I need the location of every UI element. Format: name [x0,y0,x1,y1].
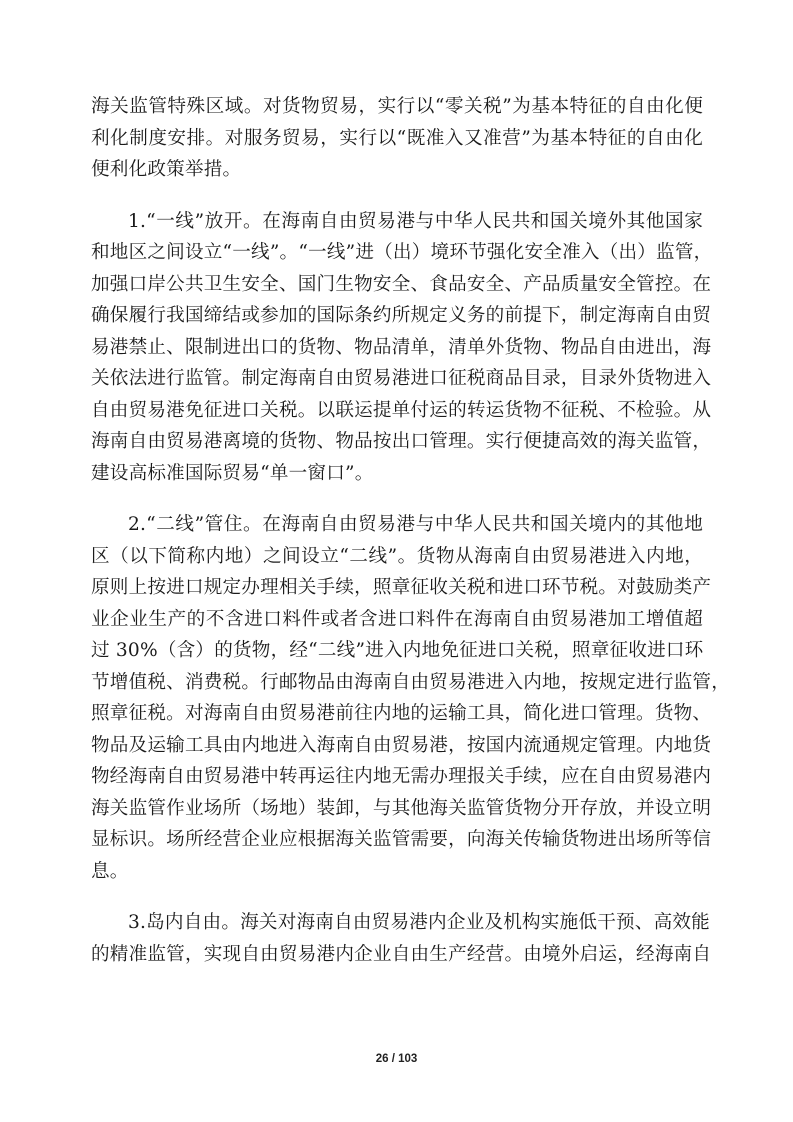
text-line: 海关监管特殊区域。对货物贸易，实行以“零关税”为基本特征的自由化便 [91,96,703,117]
text-line: 业企业生产的不含进口料件或者含进口料件在海南自由贸易港加工增值超 [91,608,703,630]
text-line: 1.“一线”放开。在海南自由贸易港与中华人民共和国关境外其他国家 [128,210,703,232]
text-line: 原则上按进口规定办理相关手续，照章征收关税和进口环节税。对鼓励类产 [91,577,712,598]
text-line: 建设高标准国际贸易“单一窗口”。 [91,462,374,484]
text-line: 自由贸易港免征进口关税。以联运提单付运的转运货物不征税、不检验。从 [91,399,712,421]
text-line: 显标识。场所经营企业应根据海关监管需要，向海关传输货物进出场所等信 [91,829,712,850]
text-line: 2.“二线”管住。在海南自由贸易港与中华人民共和国关境内的其他地 [128,514,703,535]
text-line: 物品及运输工具由内地进入海南自由贸易港，按国内流通规定管理。内地货 [91,734,712,756]
paragraph [91,91,703,186]
text-line: 确保履行我国缔结或参加的国际条约所规定义务的前提下，制定海南自由贸 [91,305,712,326]
text-line: 利化制度安排。对服务贸易，实行以“既准入又准营”为基本特征的自由化 [91,127,703,149]
text-line: 的精准监管，实现自由贸易港内企业自由生产经营。由境外启运，经海南自 [91,943,712,965]
text-line: 便利化政策举措。 [91,159,242,180]
body-text [91,91,730,990]
text-line: 节增值税、消费税。行邮物品由海南自由贸易港进入内地，按规定进行监管， [91,671,730,693]
text-line: 海关监管作业场所（场地）装卸，与其他海关监管货物分开存放，并设立明 [91,797,712,819]
text-line: 加强口岸公共卫生安全、国门生物安全、食品安全、产品质量安全管控。在 [91,273,712,295]
paragraph [91,509,730,887]
text-line: 照章征税。对海南自由贸易港前往内地的运输工具，简化进口管理。货物、 [91,703,712,724]
text-line: 关依法进行监管。制定海南自由贸易港进口征税商品目录，目录外货物进入 [91,368,712,389]
paragraph [91,907,712,970]
page-number: 26 / 103 [375,1053,418,1065]
text-line: 物经海南自由贸易港中转再运往内地无需办理报关手续，应在自由贸易港内 [91,766,712,787]
paragraph [91,206,713,490]
text-line: 和地区之间设立“一线”。“一线”进（出）境环节强化安全准入（出）监管， [91,242,713,263]
text-line: 区（以下简称内地）之间设立“二线”。货物从海南自由贸易港进入内地， [91,545,703,567]
text-line: 息。 [91,860,129,882]
text-line: 3.岛内自由。海关对海南自由贸易港内企业及机构实施低干预、高效能 [128,912,710,933]
text-line: 过 30%（含）的货物，经“二线”进入内地免征进口关税，照章征收进口环 [91,640,704,661]
text-line: 海南自由贸易港离境的货物、物品按出口管理。实行便捷高效的海关监管， [91,431,712,452]
text-line: 易港禁止、限制进出口的货物、物品清单，清单外货物、物品自由进出，海 [91,336,712,358]
